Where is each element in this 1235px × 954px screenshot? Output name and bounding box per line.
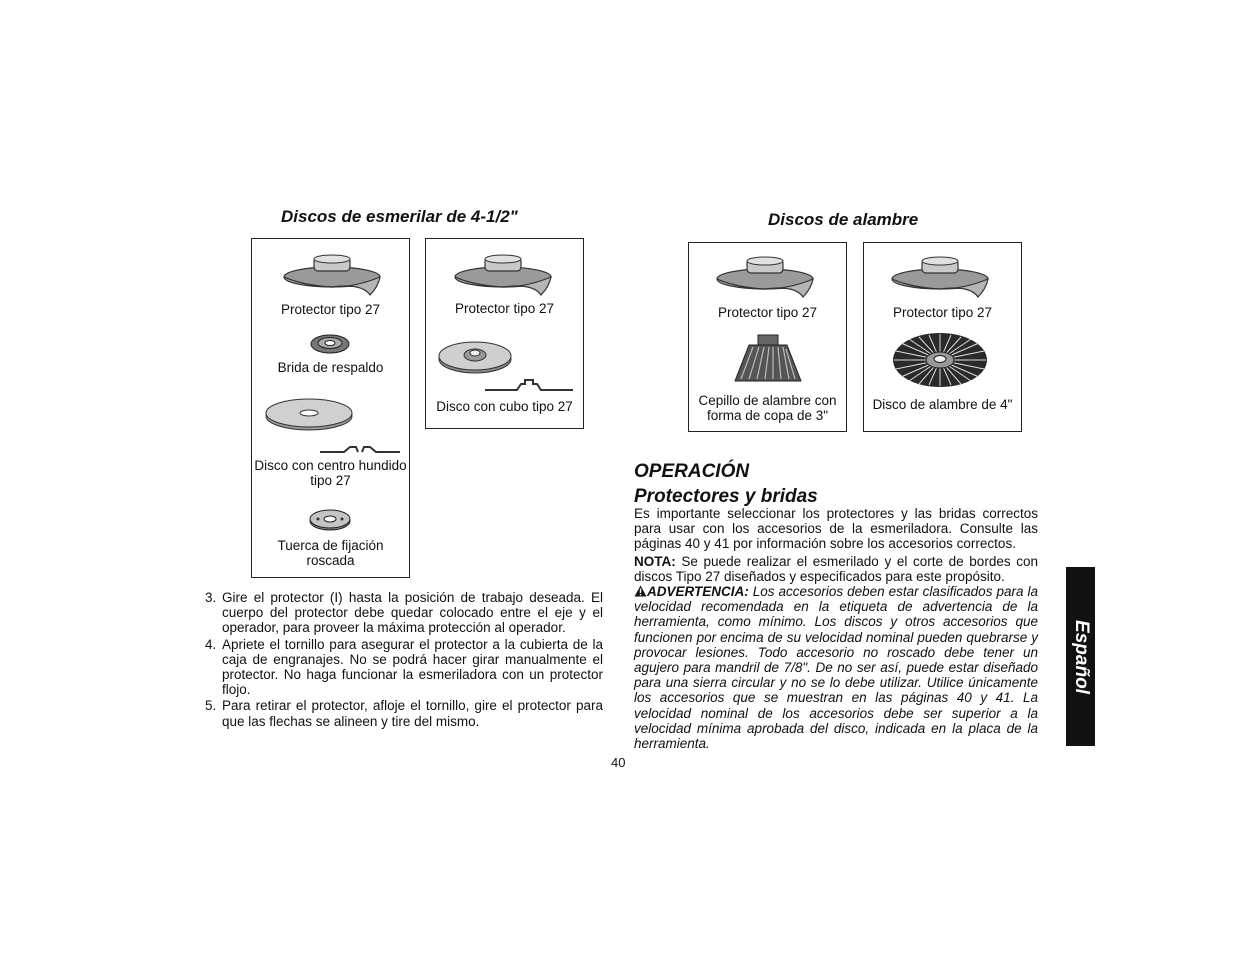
note-label: NOTA: [634,554,676,569]
guard-type27-image [715,255,819,303]
operation-note [634,554,1038,584]
list-item [205,698,603,728]
list-text: Apriete el tornillo para asegurar el protector a la cubierta de la caja de engranajes. No se podrá hacer girar manualmente el protector. No haga funcionar la esmeriladora con un protector flojo. [222,636,603,698]
guard-type27-image [282,253,386,301]
hub-disc-profile-image [483,378,575,394]
caption-flange: Brida de respaldo [277,360,384,375]
caption-guard: Protector tipo 27 [892,305,993,320]
caption-hub-disc: Disco con cubo tipo 27 [436,399,573,414]
caption-nut: Tuerca de fijación roscada [277,538,384,568]
caption-cup-brush: Cepillo de alambre con forma de copa de 3" [698,393,837,423]
caption-guard: Protector tipo 27 [280,302,381,317]
instructions-list [205,590,603,730]
guard-type27-image [890,255,994,303]
heading-wire-wheels: Discos de alambre [768,210,919,229]
list-number: 4. [205,636,217,652]
wire-cup-box [688,242,847,432]
operation-warning [634,584,1038,751]
list-item [205,637,603,698]
wire-wheel-box [863,242,1022,432]
backing-flange-image [310,333,350,355]
heading-grinding-discs: Discos de esmerilar de 4-1/2" [281,207,518,226]
list-number: 3. [205,590,217,605]
hub-disc-box [425,238,584,429]
depressed-center-disc-image [264,397,354,433]
hub-disc-image [437,341,513,375]
note-text: Se puede realizar el esmerilado y el corte de bordes con discos Tipo 27 diseñados y especificados para este propósito. [634,554,1038,585]
list-item [205,590,603,636]
caption-disc: Disco con centro hundido tipo 27 [254,458,407,488]
grinding-accessories-box [251,238,410,578]
operation-intro: Es importante seleccionar los protectores y las bridas correctos para usar con los accesorios de la esmeriladora. Consulte las páginas 40 y 41 por información sobre los accesorios correctos. [634,506,1038,552]
list-text: Para retirar el protector, afloje el tornillo, gire el protector para que las flechas se alineen y tire del mismo. [222,698,603,729]
wire-wheel-image [891,331,989,389]
wire-cup-brush-image [731,333,805,385]
caption-guard: Protector tipo 27 [717,305,818,320]
language-side-tab [1066,567,1095,746]
caption-guard: Protector tipo 27 [454,301,555,316]
caption-wire-wheel: Disco de alambre de 4" [872,397,1013,412]
list-number: 5. [205,698,217,714]
operation-subtitle: Protectores y bridas [634,486,818,507]
list-text: Gire el protector (I) hasta la posición de trabajo deseada. El cuerpo del protector debe quedar colocado entre el eje y el operador, para proveer la máxima protección al operador. [222,590,603,636]
disc-profile-image [318,443,402,455]
side-tab-label: Español [1070,619,1092,694]
page-number: 40 [611,755,626,770]
operation-title: OPERACIÓN [634,461,750,482]
threaded-nut-image [308,508,352,532]
warning-label: ADVERTENCIA: [647,584,749,599]
guard-type27-image [453,253,557,301]
warning-text: Los accesorios deben estar clasificados para la velocidad recomendada en la etiqueta de advertencia de la herramienta, como mínimo. Los discos y otros accesorios que funcionen por encima de su velocidad nominal pueden quebrarse y provocar lesiones. Todo accesorio no roscado debe tener un agujero para mandril de 7/8". De no ser así, puede estar diseñado para una sierra circular y no se lo debe utilizar. Utilice únicamente los accesorios que se muestran en las páginas 40 y 41. La velocidad nominal de los accesorios debe ser superior a la velocidad mínima aprobada del disco, indicada en la placa de la herramienta. [634,584,1038,752]
warning-triangle-icon [634,585,647,597]
